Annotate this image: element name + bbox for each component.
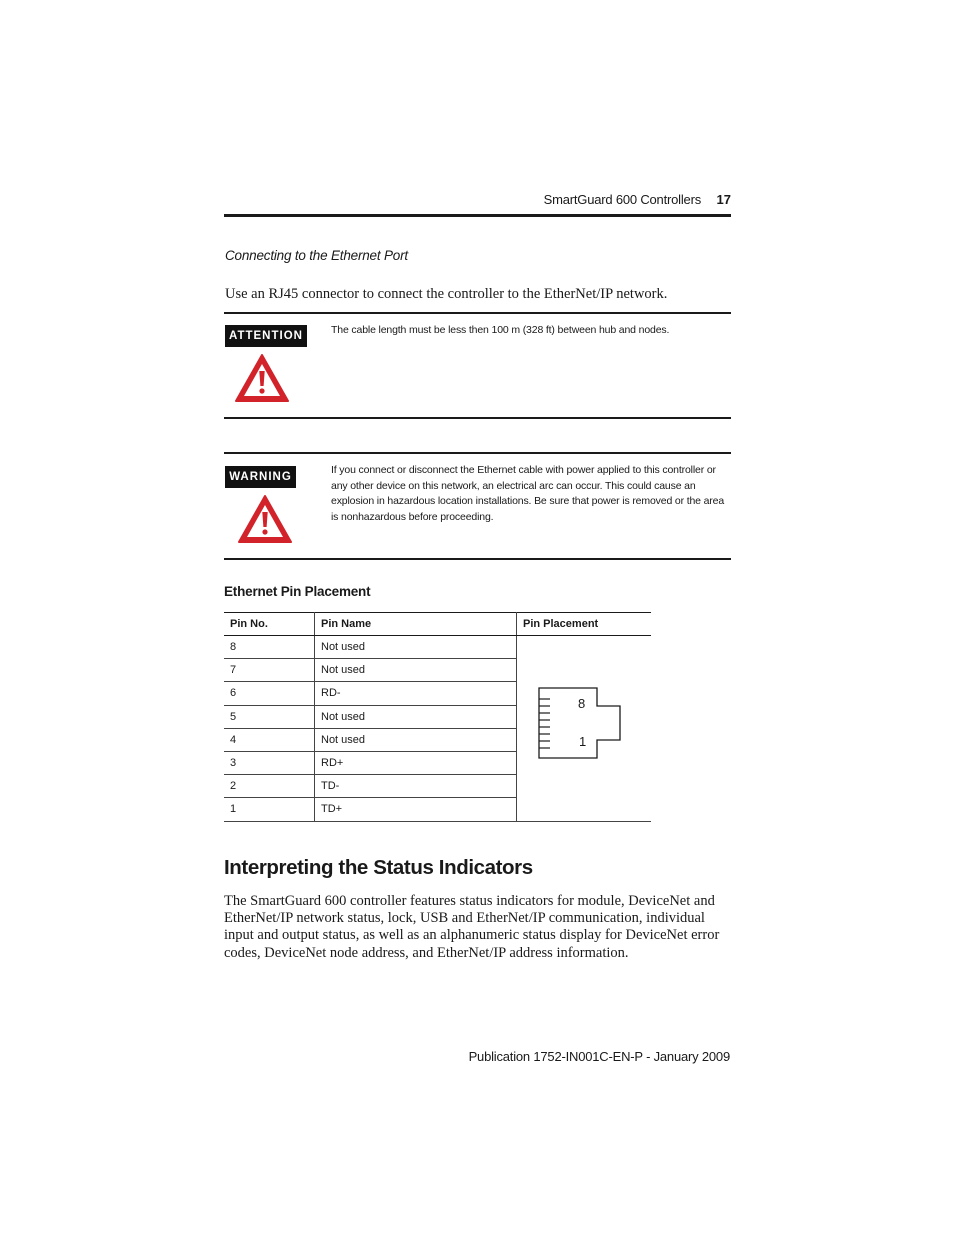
pin-number: 1 <box>224 798 315 821</box>
header-pin-placement: Pin Placement <box>517 613 652 636</box>
diagram-label-bottom: 1 <box>579 734 587 749</box>
page-number: 17 <box>716 192 731 207</box>
pin-name: Not used <box>315 659 517 682</box>
warning-text: If you connect or disconnect the Ethernet cable with power applied to this controller or any other device on this network, an electrical arc can occur. This could cause an explosion in hazardous location installations. Be sure that power is removed or the area is nonhazardous before proceeding. <box>331 464 725 523</box>
publication-footer: Publication 1752-IN001C-EN-P - January 2009 <box>468 1049 730 1064</box>
pin-name: TD- <box>315 775 517 798</box>
attention-text: The cable length must be less then 100 m (328 ft) between hub and nodes. <box>331 324 670 336</box>
pin-name: Not used <box>315 728 517 751</box>
section-title: Interpreting the Status Indicators <box>224 856 533 879</box>
pin-number: 4 <box>224 728 315 751</box>
pin-table-title: Ethernet Pin Placement <box>224 584 371 599</box>
pin-table <box>224 612 651 822</box>
warning-triangle-icon <box>236 493 294 545</box>
pin-number: 8 <box>224 636 315 659</box>
diagram-label-top: 8 <box>578 696 586 711</box>
table-header-row <box>224 613 651 636</box>
warning-notice <box>224 452 731 560</box>
rj45-connector-diagram <box>535 686 645 762</box>
pin-name: Not used <box>315 705 517 728</box>
warning-triangle-icon <box>233 352 291 404</box>
pin-name: TD+ <box>315 798 517 821</box>
attention-badge: ATTENTION <box>225 325 307 347</box>
pin-name: RD+ <box>315 751 517 774</box>
header-pin-name: Pin Name <box>315 613 517 636</box>
table-row <box>224 636 651 659</box>
pin-placement-cell <box>517 636 652 822</box>
pin-number: 3 <box>224 751 315 774</box>
section-paragraph: The SmartGuard 600 controller features status indicators for module, DeviceNet and EtherNet/IP network status, lock, USB and EtherNet/IP communication, individual input and output status, as well as an alphanumeric status display for DeviceNet error codes, DeviceNet node address, and EtherNet/IP address information. <box>224 893 720 961</box>
attention-notice <box>224 312 731 419</box>
pin-number: 5 <box>224 705 315 728</box>
header-title: SmartGuard 600 Controllers <box>543 192 701 207</box>
pin-number: 7 <box>224 659 315 682</box>
header-rule <box>224 214 731 217</box>
warning-badge: WARNING <box>225 466 296 488</box>
pin-name: RD- <box>315 682 517 705</box>
pin-number: 6 <box>224 682 315 705</box>
intro-paragraph: Use an RJ45 connector to connect the controller to the EtherNet/IP network. <box>225 286 668 302</box>
subheading: Connecting to the Ethernet Port <box>225 248 408 263</box>
header-pin-no: Pin No. <box>224 613 315 636</box>
page-header <box>224 190 731 214</box>
pin-name: Not used <box>315 636 517 659</box>
pin-number: 2 <box>224 775 315 798</box>
